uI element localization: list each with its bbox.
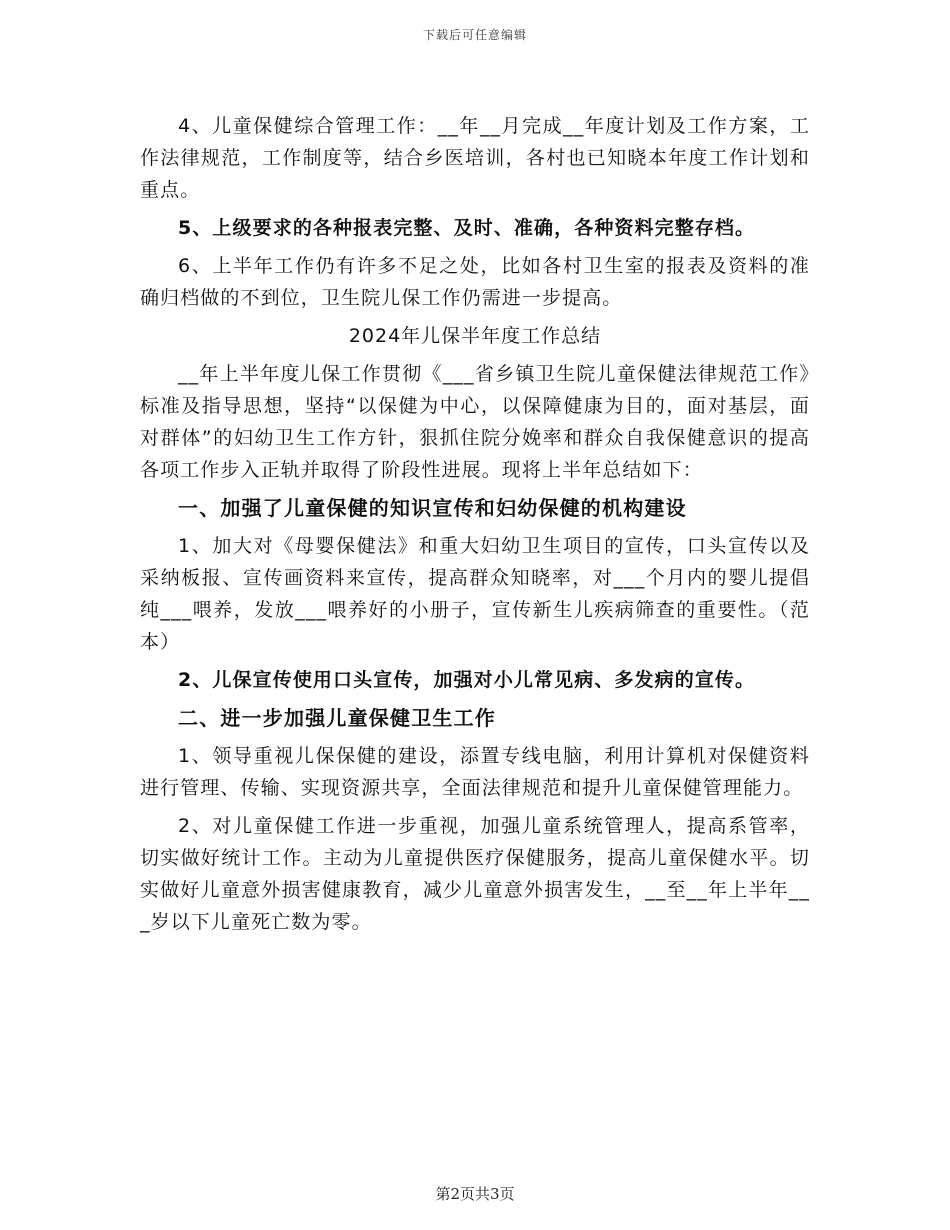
intro-paragraph: __年上半年度儿保工作贯彻《___省乡镇卫生院儿童保健法律规范工作》标准及指导思想，坚持“以保健为中心，以保障健康为目的，面对基层，面对群体”的妇幼卫生工作方针，狠抓住院分娩率和群众自我保健意识的提高各项工作步入正轨并取得了阶段性进展。现将上半年总结如下： <box>140 363 810 481</box>
paragraph-section1-item2: 2、儿保宣传使用口头宣传，加强对小儿常见病、多发病的宣传。 <box>178 669 756 691</box>
document-body <box>140 110 810 944</box>
section-heading-1: 一、加强了儿童保健的知识宣传和妇幼保健的机构建设 <box>178 496 687 520</box>
paragraph-section2-item1: 1、领导重视儿保保健的建设，添置专线电脑，利用计算机对保健资料进行管理、传输、实现资源共享，全面法律规范和提升儿童保健管理能力。 <box>140 745 810 799</box>
paragraph-section2-item2: 2、对儿童保健工作进一步重视，加强儿童系统管理人，提高系管率，切实做好统计工作。主动为儿童提供医疗保健服务，提高儿童保健水平。切实做好儿童意外损害健康教育，减少儿童意外损害发生，__至__年上半年___岁以下儿童死亡数为零。 <box>140 815 810 933</box>
header-note: 下载后可任意编辑 <box>422 28 527 42</box>
paragraph-item-4: 4、儿童保健综合管理工作：__年__月完成__年度计划及工作方案，工作法律规范，工作制度等，结合乡医培训，各村也已知晓本年度工作计划和重点。 <box>140 115 810 201</box>
paragraph-item-5: 5、上级要求的各种报表完整、及时、准确，各种资料完整存档。 <box>178 217 756 239</box>
paragraph-section1-item1: 1、加大对《母婴保健法》和重大妇幼卫生项目的宣传，口头宣传以及采纳板报、宣传画资料来宣传，提高群众知晓率，对___个月内的婴儿提倡纯___喂养，发放___喂养好的小册子，宣传新生儿疾病筛查的重要性。（范本） <box>140 535 810 653</box>
paragraph-item-6: 6、上半年工作仍有许多不足之处，比如各村卫生室的报表及资料的准确归档做的不到位，卫生院儿保工作仍需进一步提高。 <box>140 255 810 309</box>
section-heading-2: 二、进一步加强儿童保健卫生工作 <box>178 706 496 730</box>
page-number: 第2页共3页 <box>435 1185 515 1203</box>
document-title: 2024年儿保半年度工作总结 <box>348 325 602 347</box>
